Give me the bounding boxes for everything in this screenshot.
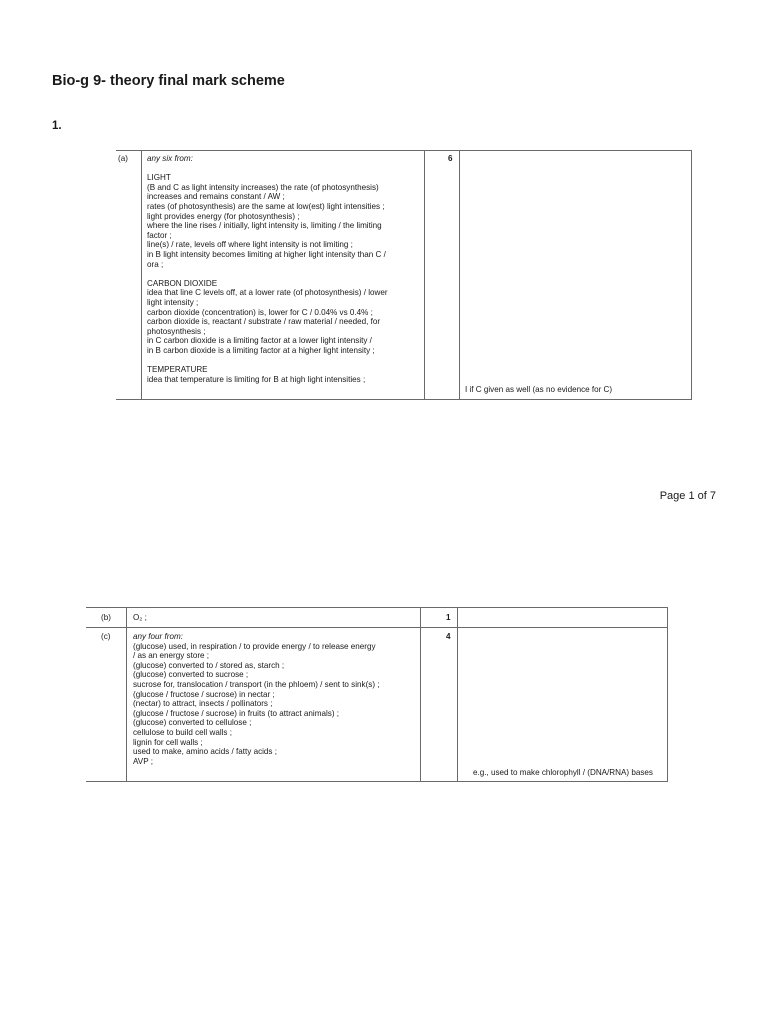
temperature-heading: TEMPERATURE bbox=[147, 365, 208, 375]
answer-line: (glucose) used, in respiration / to provide energy / to release energy bbox=[133, 641, 376, 651]
answer-line: rates (of photosynthesis) are the same at low(est) light intensities ; bbox=[147, 201, 385, 211]
answer-line: in B carbon dioxide is a limiting factor at a higher light intensity ; bbox=[147, 345, 375, 355]
answer-line: AVP ; bbox=[133, 756, 153, 766]
table-a-divider-2 bbox=[424, 150, 425, 400]
table-bc-divider-2 bbox=[420, 607, 421, 782]
answer-line: used to make, amino acids / fatty acids ; bbox=[133, 747, 277, 757]
answer-line: factor ; bbox=[147, 230, 172, 240]
answer-cell-c bbox=[133, 632, 380, 766]
answer-cell-a bbox=[147, 154, 388, 384]
part-label-c: (c) bbox=[101, 632, 111, 641]
answer-line: where the line rises / initially, light intensity is, limiting / the limiting bbox=[147, 221, 382, 231]
table-a-divider-3 bbox=[459, 150, 460, 400]
guidance-a: I if C given as well (as no evidence for C) bbox=[465, 385, 613, 394]
part-label-b: (b) bbox=[101, 613, 111, 622]
answer-line: carbon dioxide is, reactant / substrate / raw material / needed, for bbox=[147, 317, 381, 327]
answer-line: in B light intensity becomes limiting at higher light intensity than C / bbox=[147, 249, 386, 259]
page-number: Page 1 of 7 bbox=[659, 490, 716, 502]
answer-line: sucrose for, translocation / transport (in the phloem) / sent to sink(s) ; bbox=[133, 679, 380, 689]
question-number: 1. bbox=[52, 120, 62, 132]
instruction-a: any six from: bbox=[147, 154, 193, 163]
table-bc-divider-3 bbox=[457, 607, 458, 782]
answer-line: photosynthesis ; bbox=[147, 326, 206, 336]
part-label-a: (a) bbox=[118, 154, 128, 163]
answer-line: light provides energy (for photosynthesis) ; bbox=[147, 211, 300, 221]
table-a-top-border bbox=[116, 150, 692, 151]
answer-line: lignin for cell walls ; bbox=[133, 737, 203, 747]
instruction-c: any four from: bbox=[133, 632, 183, 641]
table-bc-top-border bbox=[86, 607, 668, 608]
table-bc-bottom-border bbox=[86, 781, 668, 782]
answer-line: (glucose) converted to / stored as, starch ; bbox=[133, 660, 285, 670]
answer-line: (nectar) to attract, insects / pollinators ; bbox=[133, 699, 273, 709]
table-bc-row-divider bbox=[86, 627, 668, 628]
table-bc-divider-1 bbox=[126, 607, 127, 782]
table-a-divider-1 bbox=[141, 150, 142, 400]
answer-line: / as an energy store ; bbox=[133, 651, 210, 661]
answer-line: cellulose to build cell walls ; bbox=[133, 727, 232, 737]
answer-line: carbon dioxide (concentration) is, lower for C / 0.04% vs 0.4% ; bbox=[147, 307, 373, 317]
marks-a: 6 bbox=[448, 154, 453, 163]
answer-line: light intensity ; bbox=[147, 297, 199, 307]
answer-line: idea that temperature is limiting for B at high light intensities ; bbox=[147, 374, 366, 384]
answer-line: in C carbon dioxide is a limiting factor at a lower light intensity / bbox=[147, 336, 372, 346]
carbon-dioxide-heading: CARBON DIOXIDE bbox=[147, 278, 218, 288]
answer-line: ora ; bbox=[147, 259, 164, 269]
answer-line: (glucose) converted to sucrose ; bbox=[133, 670, 249, 680]
document-title: Bio-g 9- theory final mark scheme bbox=[52, 73, 285, 89]
answer-line: (B and C as light intensity increases) the rate (of photosynthesis) bbox=[147, 182, 379, 192]
answer-line: (glucose / fructose / sucrose) in fruits (to attract animals) ; bbox=[133, 708, 340, 718]
answer-line: line(s) / rate, levels off where light intensity is not limiting ; bbox=[147, 240, 353, 250]
table-bc-right-border bbox=[667, 607, 668, 782]
answer-line: increases and remains constant / AW ; bbox=[147, 192, 285, 202]
answer-line: idea that line C levels off, at a lower rate (of photosynthesis) / lower bbox=[147, 288, 388, 298]
answer-b: O₂ ; bbox=[133, 613, 147, 622]
table-a-right-border bbox=[691, 150, 692, 400]
answer-line: (glucose) converted to cellulose ; bbox=[133, 718, 252, 728]
light-heading: LIGHT bbox=[147, 173, 171, 183]
table-a-bottom-border bbox=[116, 399, 692, 400]
answer-line: (glucose / fructose / sucrose) in nectar ; bbox=[133, 689, 275, 699]
marks-c: 4 bbox=[446, 632, 451, 641]
guidance-c: e.g., used to make chlorophyll / (DNA/RNA) bases bbox=[473, 768, 653, 777]
marks-b: 1 bbox=[446, 613, 451, 622]
